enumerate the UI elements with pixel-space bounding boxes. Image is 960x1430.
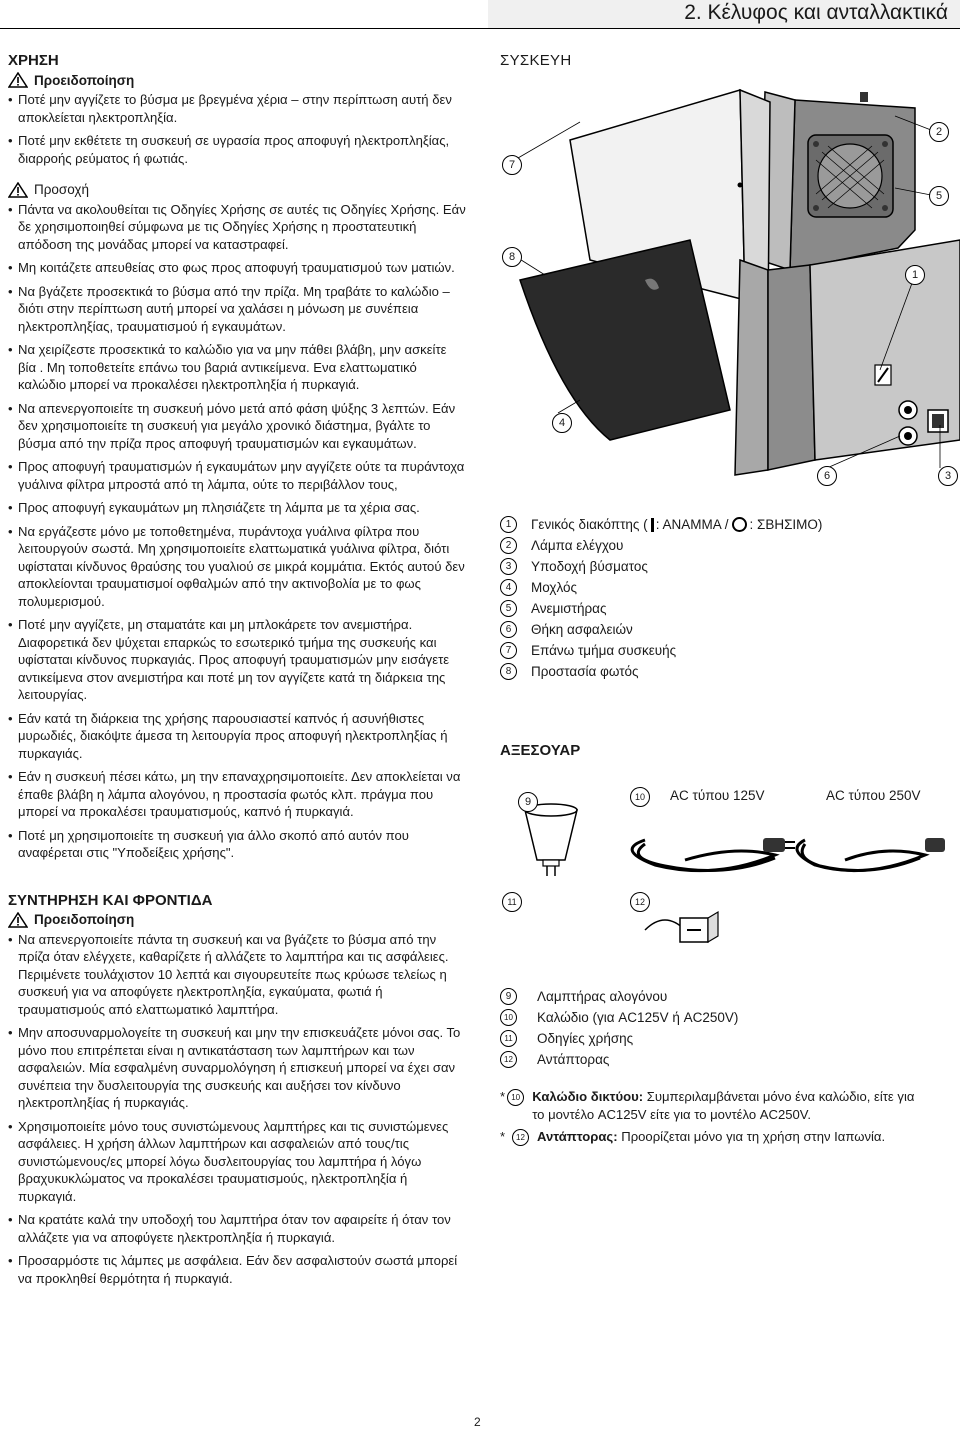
legend-off-text: : ΣΒΗΣΙΜΟ): [749, 517, 823, 532]
legend-item-10: [500, 1007, 738, 1028]
list-item: • Ποτέ μη χρησιμοποιείτε τη συσκευή για άλλο σκοπό από αυτόν που αναφέρεται στις "Υποδείξεις χρήσης".: [8, 827, 466, 862]
callout-1: 1: [905, 265, 925, 285]
maintenance-list: [8, 931, 466, 1288]
list-item: • Ποτέ μην αγγίζετε το βύσμα με βρεγμένα χέρια – στην περίπτωση αυτή δεν αποκλείεται ηλεκτροπληξία.: [8, 91, 466, 126]
list-item: • Να βγάζετε προσεκτικά το βύσμα από την πρίζα. Μη τραβάτε το καλώδιο – διότι στην περίπτωση αυτή μπορεί να χαλάσει η μόνωση με συνέπεια ηλεκτροπληξίας, τραυματισμού ή εγκαυμάτων.: [8, 283, 466, 336]
callout-3: 3: [938, 466, 958, 486]
caution-icon: [8, 182, 28, 198]
list-item: • Εάν κατά τη διάρκεια της χρήσης παρουσιαστεί καπνός ή ασυνήθιστες μυρωδιές, διακόψτε άμεσα τη λειτουργία προς αποφυγή ηλεκτροπληξίας ή πυρκαγιάς.: [8, 710, 466, 763]
legend-number: 4: [500, 579, 517, 596]
power-off-icon: [732, 517, 747, 532]
callout-5: 5: [929, 186, 949, 206]
left-column: [8, 52, 466, 1295]
legend-number: 11: [500, 1030, 517, 1047]
callout-6: 6: [817, 466, 837, 486]
list-item: • Ποτέ μην εκθέτετε τη συσκευή σε υγρασία προς αποφυγή ηλεκτροπληξίας, διαρροής ρεύματος ή φωτιάς.: [8, 132, 466, 167]
list-item: • Χρησιμοποιείτε μόνο τους συνιστώμενους λαμπτήρες και τις συνιστώμενες ασφάλειες. Η χρήση άλλων λαμπτήρων και ασφαλειών από τους/τις συνιστώμενους/ες μπορεί λόγω δυσλειτουργίας του λαμπτήρα ή λόγω βραχυκυκλώματος να προκαλέσει τραυματισμούς, ηλεκτροπληξία ή πυρκαγιά.: [8, 1118, 466, 1206]
usage-caution-list: [8, 201, 466, 862]
accessories-legend: [500, 986, 738, 1070]
list-item: • Να χειρίζεστε προσεκτικά το καλώδιο για να μην πάθει βλάβη, μην ασκείτε βία . Μη τοποθετείτε επάνω του βαριά αντικείμενα. Ενα ελαττωματικό καλώδιο μπορεί να προκαλέσει ηλεκτροπληξία ή πυρκαγιά.: [8, 341, 466, 394]
legend-number: 1: [500, 516, 517, 533]
maintenance-warning-label: Προειδοποίηση: [34, 912, 135, 927]
list-item: • Προς αποφυγή εγκαυμάτων μη πλησιάζετε τη λάμπα με τα χέρια σας.: [8, 499, 466, 517]
cable-250-label: AC τύπου 250V: [826, 788, 921, 803]
list-item: • Μη κοιτάζετε απευθείας στο φως προς αποφυγή τραυματισμού των ματιών.: [8, 259, 466, 277]
legend-text: Καλώδιο (για AC125V ή AC250V): [537, 1010, 739, 1025]
legend-number: 3: [500, 558, 517, 575]
callout-12: 12: [630, 892, 650, 912]
legend-text: Λάμπα ελέγχου: [531, 538, 624, 553]
legend-item-1: [500, 514, 822, 535]
callout-8: 8: [502, 247, 522, 267]
list-item: • Μην αποσυναρμολογείτε τη συσκευή και μην την επισκευάζετε μόνοι σας. Το μόνο που επιτρέπεται είναι η αντικατάσταση των λαμπτήρων και των ασφαλειών. Μία εσφαλμένη συναρμολόγηση ή επισκευή μπορεί να έχει σαν συνέπεια την δυσλειτουργία της συσκευής και αυξήσει τον κίνδυνο ηλεκτροπληξίας ή πυρκαγιάς.: [8, 1024, 466, 1112]
legend-number: 6: [500, 621, 517, 638]
list-item: • Προσαρμόστε τις λάμπες με ασφάλεια. Εάν δεν ασφαλιστούν σωστά μπορεί να προκληθεί θερμότητα ή πυρκαγιά.: [8, 1252, 466, 1287]
callout-2: 2: [929, 122, 949, 142]
legend-item-3: [500, 556, 822, 577]
note-text-wrap: [532, 1088, 930, 1124]
legend-item-9: [500, 986, 738, 1007]
legend-item-11: [500, 1028, 738, 1049]
note-text-wrap: [537, 1128, 885, 1146]
device-title: ΣΥΣΚΕΥΗ: [500, 52, 572, 69]
device-legend: [500, 514, 822, 682]
legend-item-6: [500, 619, 822, 640]
accessories-illustration: [495, 780, 955, 960]
callout-11: 11: [502, 892, 522, 912]
legend-number: 10: [500, 1009, 517, 1026]
legend-number: 7: [500, 642, 517, 659]
legend-number: 12: [500, 1051, 517, 1068]
legend-item-7: [500, 640, 822, 661]
legend-text: Υποδοχή βύσματος: [531, 559, 648, 574]
page-title: 2. Κέλυφος και ανταλλακτικά: [684, 1, 948, 24]
list-item: • Ποτέ μην αγγίζετε, μη σταματάτε και μη μπλοκάρετε τον ανεμιστήρα. Διαφορετικά δεν ψύχεται επαρκώς το εσωτερικό τμήμα της συσκευής και υφίσταται κίνδυνος πυρκαγιάς. Προς αποφυγή τραυματισμών μην εισάγετε αντικείμενα στον ανεμιστήρα και ποτέ μη τον αγγίζετε κατά τη διάρκεια της λειτουργίας.: [8, 616, 466, 704]
note-bold: Καλώδιο δικτύου:: [532, 1089, 644, 1104]
note-star: *: [500, 1129, 506, 1144]
usage-warning-heading: [8, 72, 466, 90]
accessories-title: ΑΞΕΣΟΥΑΡ: [500, 742, 581, 759]
maintenance-warning-heading: [8, 911, 466, 929]
device-illustration: [490, 80, 960, 500]
legend-item-12: [500, 1049, 738, 1070]
header-bar: [488, 0, 960, 28]
legend-item-4: [500, 577, 822, 598]
callout-7: 7: [502, 155, 522, 175]
legend-text: Προστασία φωτός: [531, 664, 639, 679]
legend-text: Οδηγίες χρήσης: [537, 1031, 634, 1046]
usage-warning-label: Προειδοποίηση: [34, 72, 135, 88]
legend-number: 8: [500, 663, 517, 680]
note-text: Συμπεριλαμβάνεται μόνο ένα καλώδιο, είτε για το μοντέλο AC125V είτε για το μοντέλο AC250V.: [532, 1089, 915, 1122]
header-rule: [0, 28, 960, 29]
legend-text: Ανεμιστήρας: [531, 601, 607, 616]
legend-on-text: : ΑΝΑΜΜΑ /: [655, 517, 729, 532]
list-item: • Εάν η συσκευή πέσει κάτω, μη την επαναχρησιμοποιείτε. Δεν αποκλείεται να έπαθε βλάβη η λάμπα αλογόνου, η προστασία φωτός κλπ. πράγμα που μπορεί να προκαλέσει τραυματισμούς, καπνό ή πυρκαγιά.: [8, 768, 466, 821]
usage-caution-label: Προσοχή: [34, 182, 90, 197]
list-item: • Να κρατάτε καλά την υποδοχή του λαμπτήρα όταν τον αφαιρείτε ή όταν τον αλλάζετε για να αποφύγετε ηλεκτροπληξία ή πυρκαγιά.: [8, 1211, 466, 1246]
note-adapter: [500, 1128, 930, 1146]
legend-number: 2: [500, 537, 517, 554]
legend-item-8: [500, 661, 822, 682]
right-column: [500, 52, 950, 69]
note-bold: Αντάπτορας:: [537, 1129, 618, 1144]
callout-9: 9: [518, 792, 538, 812]
note-text: Προορίζεται μόνο για τη χρήση στην Ιαπωνία.: [617, 1129, 886, 1144]
legend-text: Επάνω τμήμα συσκευής: [531, 643, 677, 658]
maintenance-title: ΣΥΝΤΗΡΗΣΗ ΚΑΙ ΦΡΟΝΤΙΔΑ: [8, 891, 213, 909]
legend-text: Θήκη ασφαλειών: [531, 622, 633, 637]
legend-text: Λαμπτήρας αλογόνου: [537, 989, 668, 1004]
list-item: • Να απενεργοποιείτε πάντα τη συσκευή και να βγάζετε το βύσμα από την πρίζα όταν ελέγχετε, καθαρίζετε ή αλλάζετε το λαμπτήρα και τις ασφάλειες. Περιμένετε τουλάχιστον 10 λεπτά και σιγουρευτείτε πως κρύωσε τελείως η συσκευή για να αποφύγετε ηλεκτροπληξία, εγκαύματα, φωτιά ή τραυματισμούς από ελαττωματικό λαμπτήρα.: [8, 931, 466, 1019]
legend-item-2: [500, 535, 822, 556]
warning-icon: [8, 912, 28, 928]
page-number: 2: [474, 1415, 481, 1429]
power-on-icon: [651, 518, 654, 532]
cable-125-label: AC τύπου 125V: [670, 788, 765, 803]
list-item: • Να απενεργοποιείτε τη συσκευή μόνο μετά από φάση ψύξης 3 λεπτών. Εάν δεν χρησιμοποιείτε τη συσκευή για μεγάλο χρονικό διάστημα, βγάλτε το βύσμα από την πρίζα προς αποφυγή τραυματισμών και εγκαυμάτων.: [8, 400, 466, 453]
note-number: 12: [512, 1129, 529, 1146]
legend-text: Γενικός διακόπτης (: [531, 517, 648, 532]
usage-warning-list: [8, 91, 466, 167]
list-item: • Πάντα να ακολουθείται τις Οδηγίες Χρήσης σε αυτές τις Οδηγίες Χρήσης. Εάν δε χρησιμοποιηθεί σύμφωνα με τις Οδηγίες Χρήσης η προστατευτική απόδοση της μονάδας μπορεί να καταστραφεί.: [8, 201, 466, 254]
usage-title: ΧΡΗΣΗ: [8, 52, 59, 69]
callout-10: 10: [630, 787, 650, 807]
list-item: • Να εργάζεστε μόνο με τοποθετημένα, πυράντοχα γυάλινα φίλτρα που λειτουργούν σωστά. Μη χρησιμοποιείτε ελαττωματικά γυάλινα φίλτρα, διότι υφίσταται κίνδυνος θραύσης του γυαλιού σε μικρά κομμάτια. Εκτός αυτού δεν αποκλείονται τραυματισμοί οφθαλμών από την ακτινοβολία με το φως πολυμερισμού.: [8, 523, 466, 611]
callout-4: 4: [552, 413, 572, 433]
note-cable: [500, 1088, 930, 1124]
usage-caution-heading: [8, 181, 466, 199]
legend-text: Αντάπτορας: [537, 1052, 610, 1067]
legend-number: 9: [500, 988, 517, 1005]
legend-number: 5: [500, 600, 517, 617]
accessories-notes: [500, 1088, 930, 1146]
warning-icon: [8, 72, 28, 88]
note-star: *: [500, 1089, 506, 1104]
legend-text: Μοχλός: [531, 580, 578, 595]
list-item: • Προς αποφυγή τραυματισμών ή εγκαυμάτων μην αγγίζετε ούτε τα πυράντοχα γυάλινα φίλτρα μπροστά από τη λάμπα, ούτε το περιβάλλον τους,: [8, 458, 466, 493]
note-number: 10: [507, 1089, 524, 1106]
legend-item-5: [500, 598, 822, 619]
